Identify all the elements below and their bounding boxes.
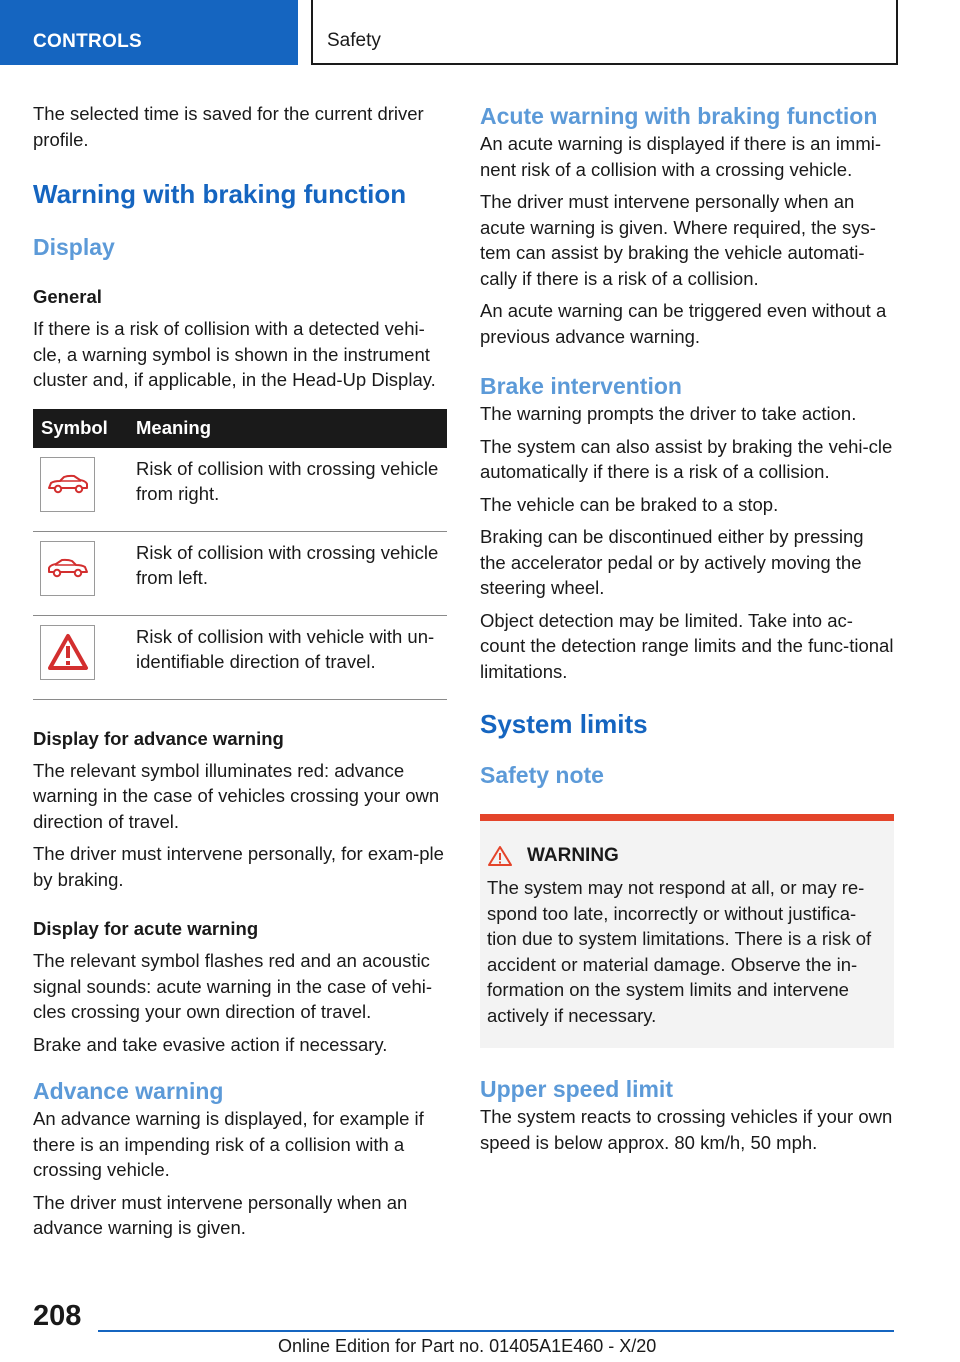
heading-safety-note: Safety note: [480, 762, 604, 788]
acute-text-3: An acute warning can be triggered even without a previous advance warning.: [480, 300, 887, 347]
heading-acute-warning: Acute warning with braking function: [480, 103, 878, 129]
table-row: [33, 531, 447, 615]
advance-text-2: The driver must intervene personally when an advance warning is given.: [33, 1191, 408, 1238]
table-row: [33, 448, 447, 532]
warning-icon: [487, 845, 513, 867]
heading-display: Display: [33, 234, 115, 260]
brake-text-3: The vehicle can be braked to a stop.: [480, 493, 779, 515]
car-left-icon: [40, 541, 95, 596]
warning-text: The system may not respond at all, or may re-spond too late, incorrectly or without justifica-tion due to system limitations. There is a risk of accident or material damage. Observe the in-formation on the system limits and intervene actively if necessary.: [487, 877, 872, 1026]
brake-text-2: The system can also assist by braking the vehi-cle automatically if there is a risk of a collision.: [480, 435, 893, 482]
general-text: If there is a risk of collision with a detected vehi-cle, a warning symbol is shown in the instrument cluster and, if applicable, in the Head-Up Display.: [33, 318, 436, 390]
warning-label: WARNING: [527, 845, 619, 866]
intro-text: The selected time is saved for the current driver profile.: [33, 103, 424, 150]
upper-speed-text: The system reacts to crossing vehicles if your own speed is below approx. 80 km/h, 50 mph.: [480, 1106, 893, 1153]
heading-upper-speed-limit: Upper speed limit: [480, 1076, 673, 1102]
footer-edition: Online Edition for Part no. 01405A1E460 - X/20: [278, 1336, 657, 1356]
advance-display-text-1: The relevant symbol illuminates red: advance warning in the case of vehicles crossing your own direction of travel.: [33, 759, 440, 832]
left-column: [33, 101, 447, 1241]
warning-box: [480, 814, 894, 1048]
section-tab: [0, 0, 298, 65]
acute-text-2: The driver must intervene personally when an acute warning is given. Where required, the sys-tem can assist by braking the vehicle automati-cally if there is a risk of a collision.: [480, 191, 876, 289]
car-right-icon: [40, 457, 95, 512]
table-row: [33, 615, 447, 699]
chapter-title: Safety: [327, 30, 381, 51]
heading-brake-intervention: Brake intervention: [480, 373, 682, 399]
page-number: 208: [33, 1300, 82, 1332]
advance-text-1: An advance warning is displayed, for example if there is an impending risk of a collision with a crossing vehicle.: [33, 1108, 424, 1180]
heading-warning-braking: Warning with braking function: [33, 179, 407, 209]
acute-text-1: An acute warning is displayed if there is an immi-nent risk of a collision with a crossing vehicle.: [480, 133, 882, 180]
footer-divider: [98, 1330, 894, 1332]
row-meaning: Risk of collision with vehicle with un-identifiable direction of travel.: [134, 615, 447, 699]
row-meaning: Risk of collision with crossing vehicle from left.: [134, 531, 447, 615]
chapter-header: [311, 0, 898, 65]
advance-display-text-2: The driver must intervene personally, for exam-ple by braking.: [33, 843, 444, 890]
heading-acute-display: Display for acute warning: [33, 918, 259, 939]
symbol-table: [33, 409, 447, 700]
brake-text-4: Braking can be discontinued either by pressing the accelerator pedal or by actively moving the steering wheel.: [480, 526, 864, 598]
col-meaning: Meaning: [134, 409, 447, 448]
acute-display-text-2: Brake and take evasive action if necessary.: [33, 1033, 388, 1055]
acute-display-text-1: The relevant symbol flashes red and an acoustic signal sounds: acute warning in the case of vehi-cles crossing your own direction of travel.: [33, 950, 433, 1022]
col-symbol: Symbol: [33, 409, 134, 448]
brake-text-5: Object detection may be limited. Take into ac-count the detection range limits and the func-tional limitations.: [480, 609, 894, 682]
brake-text-1: The warning prompts the driver to take action.: [480, 403, 857, 424]
section-title: CONTROLS: [33, 31, 143, 52]
heading-general: General: [33, 286, 102, 307]
heading-advance-display: Display for advance warning: [33, 727, 284, 749]
warning-triangle-icon: [40, 625, 95, 680]
heading-advance-warning: Advance warning: [33, 1078, 224, 1104]
heading-system-limits: System limits: [480, 709, 648, 739]
table-header-row: [33, 409, 447, 448]
row-meaning: Risk of collision with crossing vehicle from right.: [134, 448, 447, 532]
right-column: [480, 101, 894, 1155]
